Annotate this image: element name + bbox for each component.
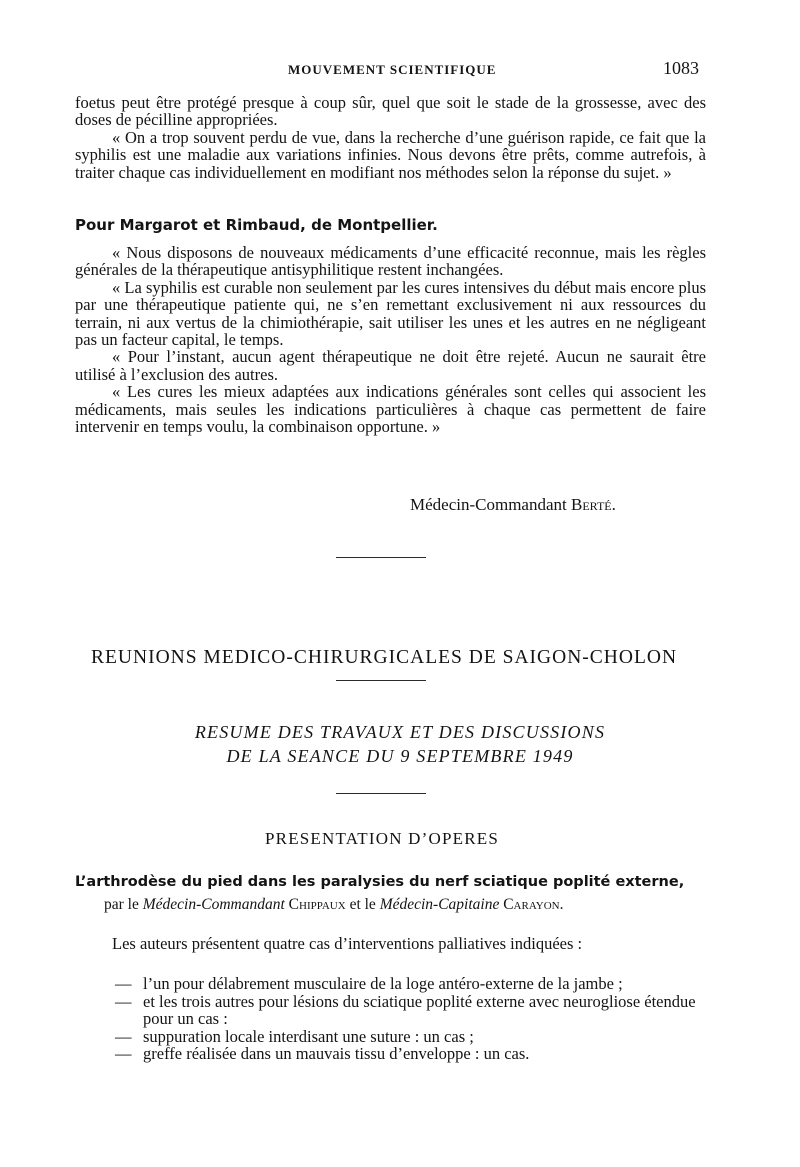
- list-item: [75, 1045, 710, 1063]
- subtitle-line-1: RESUME DES TRAVAUX ET DES DISCUSSIONS: [194, 722, 606, 742]
- paragraph: « On a trop souvent perdu de vue, dans la recherche d’une guérison rapide, ce fait que la syphilis est une maladie aux variations infinies. Nous devons être prêts, comme autrefois, à traiter chaque cas individuellement en modifiant nos méthodes selon la réponse du sujet. »: [75, 127, 706, 182]
- article-title: L’arthrodèse du pied dans les paralysies du nerf sciatique poplité externe,: [75, 874, 685, 890]
- divider: [336, 793, 426, 794]
- divider: [336, 557, 426, 558]
- divider: [336, 680, 426, 681]
- section-title: REUNIONS MEDICO-CHIRURGICALES DE SAIGON-CHOLON: [91, 647, 678, 668]
- author-role: Médecin-Capitaine: [379, 896, 500, 913]
- author-prefix: et le: [349, 896, 376, 913]
- list-item: [75, 993, 710, 1028]
- paragraph: « Les cures les mieux adaptées aux indications générales sont celles qui associent les médicaments, mais seules les indications particulières à chaque cas permettent de faire intervenir en temps voulu, la combinaison opportune. »: [75, 382, 706, 437]
- section-heading: Pour Margarot et Rimbaud, de Montpellier.: [75, 216, 438, 234]
- author-name: Carayon.: [503, 896, 564, 913]
- list-item: [75, 1028, 710, 1046]
- list-dash: —: [115, 974, 132, 993]
- paragraph: « Nous disposons de nouveaux médicaments d’une efficacité reconnue, mais les règles générales de la thérapeutique antisyphilitique restent inchangées.: [75, 243, 706, 280]
- list-item: [75, 975, 710, 993]
- running-header: MOUVEMENT SCIENTIFIQUE: [288, 62, 497, 77]
- paragraph: « Pour l’instant, aucun agent thérapeutique ne doit être rejeté. Aucun ne saurait être utilisé à l’exclusion des autres.: [75, 347, 706, 384]
- indication-list: [75, 975, 710, 1063]
- paragraph: « La syphilis est curable non seulement par les cures intensives du début mais encore plus par une thérapeutique patiente qui, ne s’en remettant exclusivement ni aux ressources du terrain, ni aux vertus de la chimiothérapie, sait utiliser les unes et les autres en ne négligeant pas un facteur capital, le temps.: [75, 277, 706, 350]
- list-item-text: suppuration locale interdisant une suture : un cas ;: [143, 1026, 474, 1046]
- list-dash: —: [115, 1044, 132, 1063]
- article-intro: [75, 935, 710, 952]
- signature-name: Berté.: [571, 495, 616, 514]
- paragraph: foetus peut être protégé presque à coup sûr, quel que soit le stade de la grossesse, avec des doses de pécilline appropriées.: [75, 93, 706, 130]
- list-item-text: et les trois autres pour lésions du sciatique poplité externe avec neurogliose étendue pour un cas :: [143, 991, 696, 1028]
- signature-role: Médecin-Commandant: [410, 495, 567, 514]
- author-prefix: par le: [104, 896, 139, 913]
- list-item-text: l’un pour délabrement musculaire de la loge antéro-externe de la jambe ;: [143, 974, 623, 993]
- presentation-heading: PRESENTATION D’OPERES: [265, 829, 499, 848]
- list-item-text: greffe réalisée dans un mauvais tissu d’enveloppe : un cas.: [143, 1044, 530, 1063]
- page-number: 1083: [663, 58, 699, 78]
- subtitle-line-2: DE LA SEANCE DU 9 SEPTEMBRE 1949: [226, 746, 574, 766]
- signature: [410, 495, 616, 515]
- margarot-quotes: [75, 244, 706, 435]
- list-dash: —: [115, 991, 132, 1011]
- article-authors: [104, 896, 563, 914]
- author-role: Médecin-Commandant: [142, 896, 285, 913]
- list-dash: —: [115, 1026, 132, 1046]
- author-name: Chippaux: [288, 896, 346, 913]
- paragraph: Les auteurs présentent quatre cas d’interventions palliatives indiquées :: [112, 934, 583, 953]
- intro-text: [75, 94, 706, 181]
